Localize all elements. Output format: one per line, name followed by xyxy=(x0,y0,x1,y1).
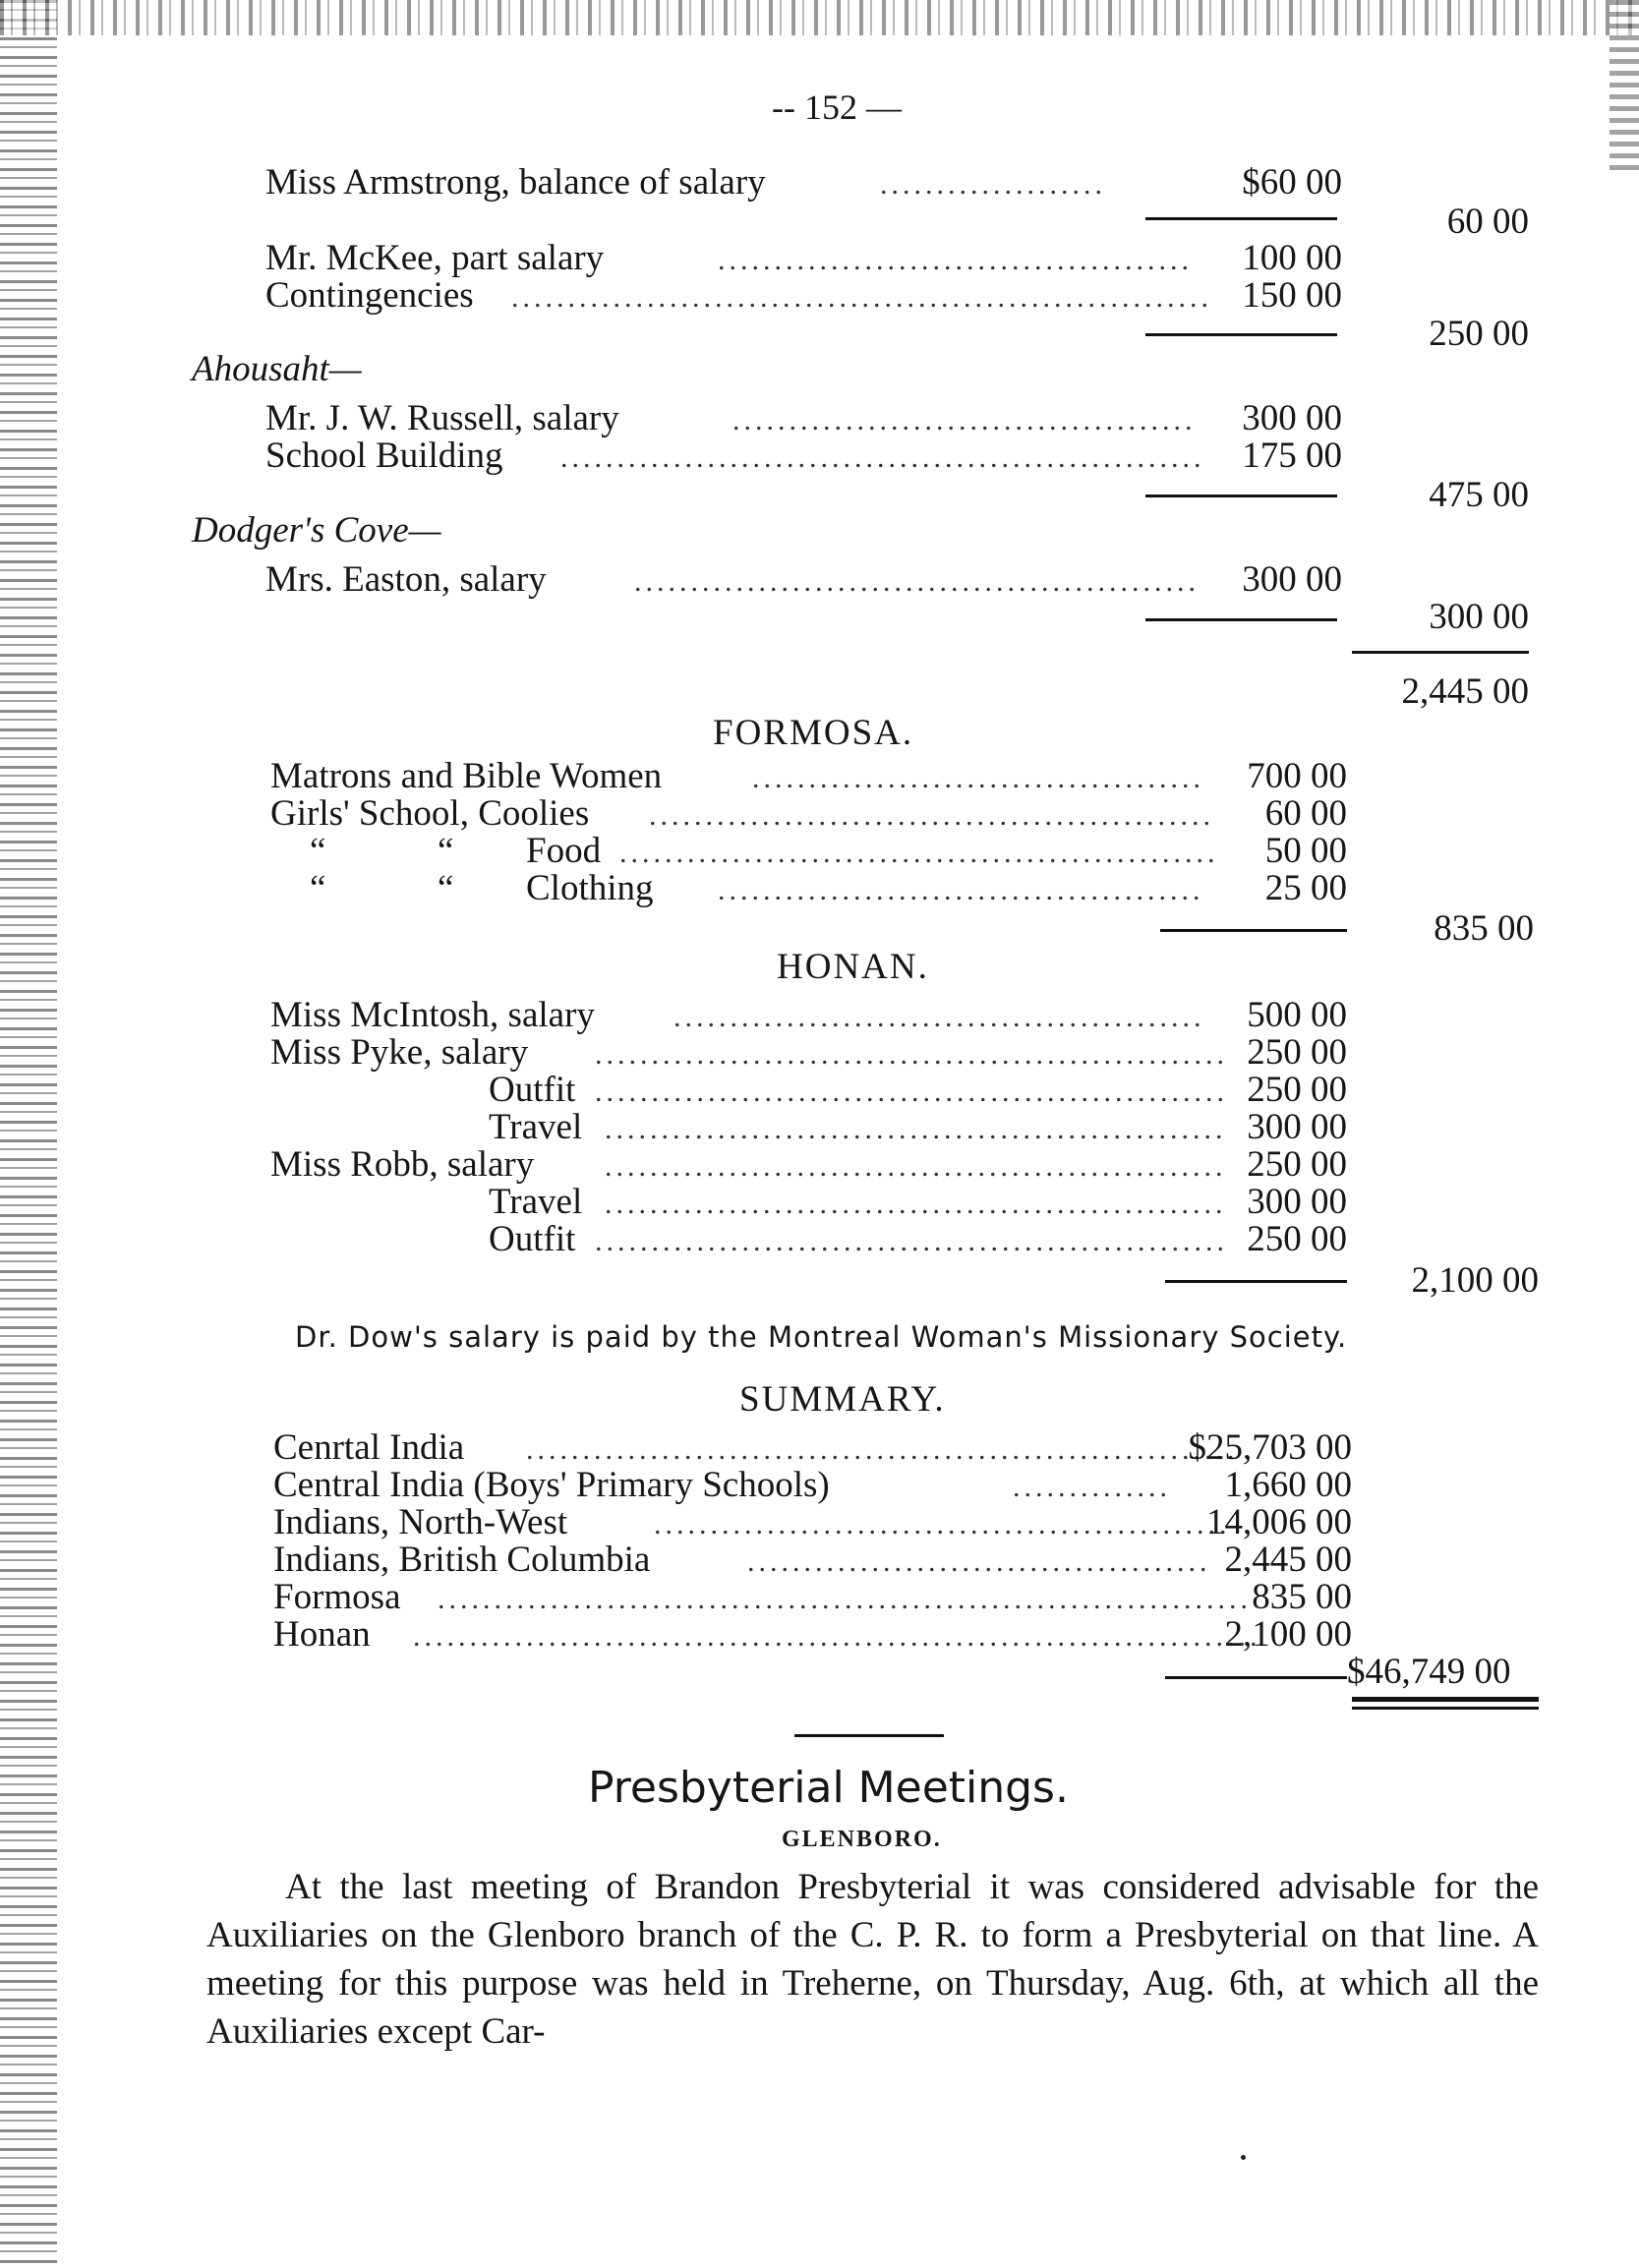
entry-amount: 500 00 xyxy=(1247,995,1347,1035)
entry-label: Matrons and Bible Women xyxy=(270,756,663,796)
formosa-total-amount: 835 00 xyxy=(1434,908,1534,949)
entry-label: Miss McIntosh, salary xyxy=(270,995,595,1035)
leader-dots: ......................................... xyxy=(747,1545,1211,1578)
subhead-dodgers-cove: Dodger's Cove— xyxy=(192,510,441,551)
rule xyxy=(1165,1280,1347,1283)
summary-label: Indians, North-West xyxy=(273,1502,568,1542)
leader-dots: ........................................................ xyxy=(595,1076,1228,1108)
entry-label: Food xyxy=(526,831,602,871)
subtotal-amount: 300 00 xyxy=(1429,597,1529,637)
footnote: Dr. Dow's salary is paid by the Montreal Woman's Missionary Society. xyxy=(295,1320,1348,1354)
entry-amount: 250 00 xyxy=(1247,1070,1347,1110)
rule xyxy=(1145,494,1337,497)
summary-label: Indians, British Columbia xyxy=(273,1540,651,1580)
entry-amount: 300 00 xyxy=(1242,559,1342,600)
rule xyxy=(1165,1676,1347,1679)
entry-amount: 300 00 xyxy=(1242,398,1342,438)
entry-label: Miss Robb, salary xyxy=(270,1144,535,1185)
entry-amount: 250 00 xyxy=(1247,1032,1347,1073)
entry-label: Contingencies xyxy=(265,275,474,316)
double-rule xyxy=(1352,1697,1539,1702)
leader-dots: ................................................... xyxy=(654,1508,1231,1541)
entry-amount: 60 00 xyxy=(1264,793,1347,834)
summary-label: Cenrtal India xyxy=(273,1427,465,1468)
leader-dots: .................... xyxy=(880,168,1106,201)
ditto-mark: “ xyxy=(438,868,454,908)
section-divider xyxy=(794,1734,944,1737)
leader-dots: .............. xyxy=(1013,1471,1171,1503)
scan-edge-top xyxy=(0,0,1639,35)
ditto-mark: “ xyxy=(310,831,326,871)
entry-amount: 175 00 xyxy=(1242,436,1342,476)
entry-amount: 700 00 xyxy=(1247,756,1347,796)
rule xyxy=(1145,618,1337,621)
formosa-heading: FORMOSA. xyxy=(713,713,914,753)
ditto-mark: “ xyxy=(438,831,454,871)
leader-dots: ....................................................... xyxy=(605,1188,1227,1220)
summary-amount: 14,006 00 xyxy=(1206,1502,1352,1542)
entry-label: Mrs. Easton, salary xyxy=(265,559,547,600)
entry-label: Travel xyxy=(489,1107,583,1147)
leader-dots: ..................................................... xyxy=(619,837,1219,869)
page-number: -- 152 — xyxy=(772,87,902,127)
leader-dots: ........................................ xyxy=(752,762,1204,794)
leader-dots: ............................................... xyxy=(673,1001,1205,1033)
double-rule xyxy=(1352,1707,1539,1710)
leader-dots: ............................................................... xyxy=(526,1433,1239,1466)
scan-edge-right xyxy=(1610,0,1639,177)
entry-amount: 25 00 xyxy=(1264,868,1347,908)
leader-dots: .............................................................. xyxy=(511,281,1212,314)
summary-heading: SUMMARY. xyxy=(739,1379,946,1420)
entry-label: Outfit xyxy=(489,1070,576,1110)
leader-dots: .................................................. xyxy=(649,799,1214,832)
entry-amount: 50 00 xyxy=(1264,831,1347,871)
summary-label: Central India (Boys' Primary Schools) xyxy=(273,1465,830,1505)
entry-amount: 300 00 xyxy=(1247,1107,1347,1147)
body-paragraph xyxy=(206,1863,1539,2056)
rule xyxy=(1352,651,1529,654)
entry-label: Mr. McKee, part salary xyxy=(265,238,605,278)
rule xyxy=(1160,929,1347,932)
entry-label: Girls' School, Coolies xyxy=(270,793,590,834)
entry-label: Mr. J. W. Russell, salary xyxy=(265,398,619,438)
section-title: Presbyterial Meetings. xyxy=(588,1763,1069,1813)
leader-dots: .................................................. xyxy=(634,565,1200,598)
entry-amount: 250 00 xyxy=(1247,1219,1347,1259)
subtotal-amount: 475 00 xyxy=(1429,475,1529,515)
bc-total-amount: 2,445 00 xyxy=(1401,671,1529,712)
leader-dots: ......................................... xyxy=(732,404,1197,436)
leader-dots: ........................................................ xyxy=(595,1038,1228,1071)
leader-dots: ......................................................... xyxy=(560,441,1205,474)
summary-label: Formosa xyxy=(273,1577,401,1617)
paragraph-text: At the last meeting of Brandon Presbyterial it was considered advisable for the Auxiliaries on the Glenboro branch of the C. P. R. to form a Presbyterial on that line. A meeting for this purpose was held in Treherne, on Thursday, Aug. 6th, at which all the Auxiliaries except Car- xyxy=(206,1867,1539,2052)
scan-edge-left xyxy=(0,0,57,2268)
entry-label: Outfit xyxy=(489,1219,576,1259)
grand-total-amount: $46,749 00 xyxy=(1347,1652,1511,1692)
leader-dots: ........................................................ xyxy=(595,1225,1228,1257)
entry-label: Miss Pyke, salary xyxy=(270,1032,529,1073)
summary-amount: $25,703 00 xyxy=(1188,1427,1352,1468)
entry-amount: $60 00 xyxy=(1242,162,1342,203)
summary-amount: 2,445 00 xyxy=(1224,1540,1352,1580)
rule xyxy=(1145,217,1337,220)
leader-dots: ........................................................................ xyxy=(438,1583,1252,1615)
rule xyxy=(1145,333,1337,336)
summary-label: Honan xyxy=(273,1614,371,1655)
leader-dots: ....................................................... xyxy=(605,1150,1227,1183)
ditto-mark: “ xyxy=(310,868,326,908)
summary-amount: 835 00 xyxy=(1252,1577,1352,1617)
scan-speck xyxy=(1241,2155,1246,2160)
summary-amount: 2,100 00 xyxy=(1224,1614,1352,1655)
subtotal-amount: 60 00 xyxy=(1446,202,1529,242)
place-heading: GLENBORO. xyxy=(782,1827,942,1852)
subhead-ahousaht: Ahousaht— xyxy=(192,349,362,389)
entry-label: Miss Armstrong, balance of salary xyxy=(265,162,766,203)
entry-amount: 150 00 xyxy=(1242,275,1342,316)
leader-dots: ........................................................................... xyxy=(413,1620,1261,1653)
entry-label: School Building xyxy=(265,436,503,476)
entry-amount: 300 00 xyxy=(1247,1182,1347,1222)
leader-dots: ........................................... xyxy=(718,874,1204,906)
summary-amount: 1,660 00 xyxy=(1224,1465,1352,1505)
honan-total-amount: 2,100 00 xyxy=(1411,1260,1539,1301)
subtotal-amount: 250 00 xyxy=(1429,314,1529,354)
entry-label: Travel xyxy=(489,1182,583,1222)
leader-dots: .......................................... xyxy=(718,244,1193,276)
leader-dots: ....................................................... xyxy=(605,1113,1227,1145)
entry-amount: 100 00 xyxy=(1242,238,1342,278)
entry-amount: 250 00 xyxy=(1247,1144,1347,1185)
entry-label: Clothing xyxy=(526,868,654,908)
honan-heading: HONAN. xyxy=(777,947,929,987)
